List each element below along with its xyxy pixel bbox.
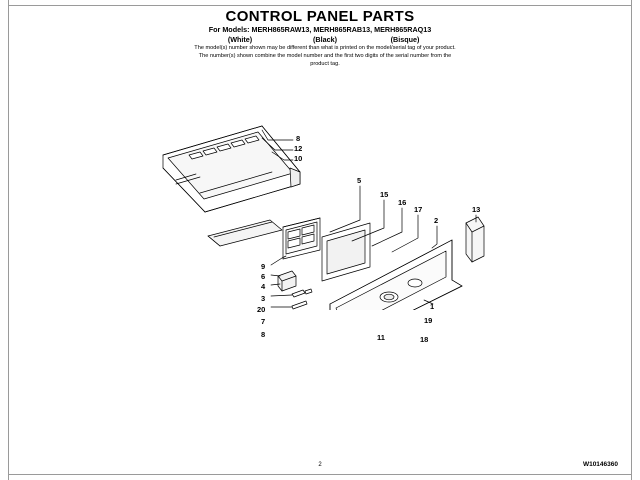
leader-17: [392, 215, 418, 252]
callout-16: 16: [398, 198, 407, 207]
callout-10: 10: [294, 154, 303, 163]
small-hardware-parts: [278, 271, 314, 310]
page-number: 2: [318, 462, 322, 468]
leader-3: [271, 295, 292, 296]
trim-strip: [208, 220, 282, 246]
callout-15: 15: [380, 190, 389, 199]
leader-16: [372, 208, 402, 246]
callout-2: 2: [434, 216, 439, 225]
model-list: For Models: MERH865RAW13, MERH865RAB13, MERH865RAQ13: [208, 25, 432, 34]
callout-3: 3: [261, 294, 266, 303]
exploded-view-diagram: [0, 60, 640, 310]
right-side-bracket: [466, 217, 484, 262]
model-number-note: The model(s) number shown may be different than what is printed on the model/serial tag of your product. The number(s) shown combine the model number and the first two digits of the serial number from the product tag.: [194, 45, 456, 68]
page-border-bottom: [8, 474, 632, 475]
callout-11: 11: [377, 333, 385, 342]
leader-9: [271, 256, 286, 265]
rear-panel-assembly: [163, 126, 303, 212]
color-variants: [0, 35, 640, 44]
callout-5: 5: [357, 176, 362, 185]
page-title: CONTROL PANEL PARTS: [225, 8, 415, 25]
callout-8-bottom: 8: [261, 330, 266, 339]
callout-6: 6: [261, 272, 266, 281]
callout-9: 9: [261, 262, 266, 271]
color-variant-white: (White): [227, 35, 253, 44]
callout-19: 19: [424, 316, 433, 325]
page-border-top: [8, 5, 632, 6]
callout-7: 7: [261, 317, 266, 326]
callout-8-top: 8: [296, 134, 301, 143]
callout-1: 1: [430, 302, 435, 311]
color-variant-bisque: (Bisque): [390, 35, 420, 44]
callout-12: 12: [294, 144, 303, 153]
leader-6: [271, 275, 280, 276]
leader-5: [330, 186, 360, 232]
callout-13: 13: [472, 205, 481, 214]
display-window: [322, 223, 370, 281]
document-code: W10146360: [582, 461, 618, 468]
callout-20: 20: [257, 305, 266, 314]
leader-2: [432, 226, 437, 248]
control-board: [283, 218, 320, 259]
callout-4: 4: [261, 282, 266, 291]
callout-17: 17: [414, 205, 423, 214]
callout-18: 18: [420, 335, 429, 344]
color-variant-black: (Black): [313, 35, 337, 44]
